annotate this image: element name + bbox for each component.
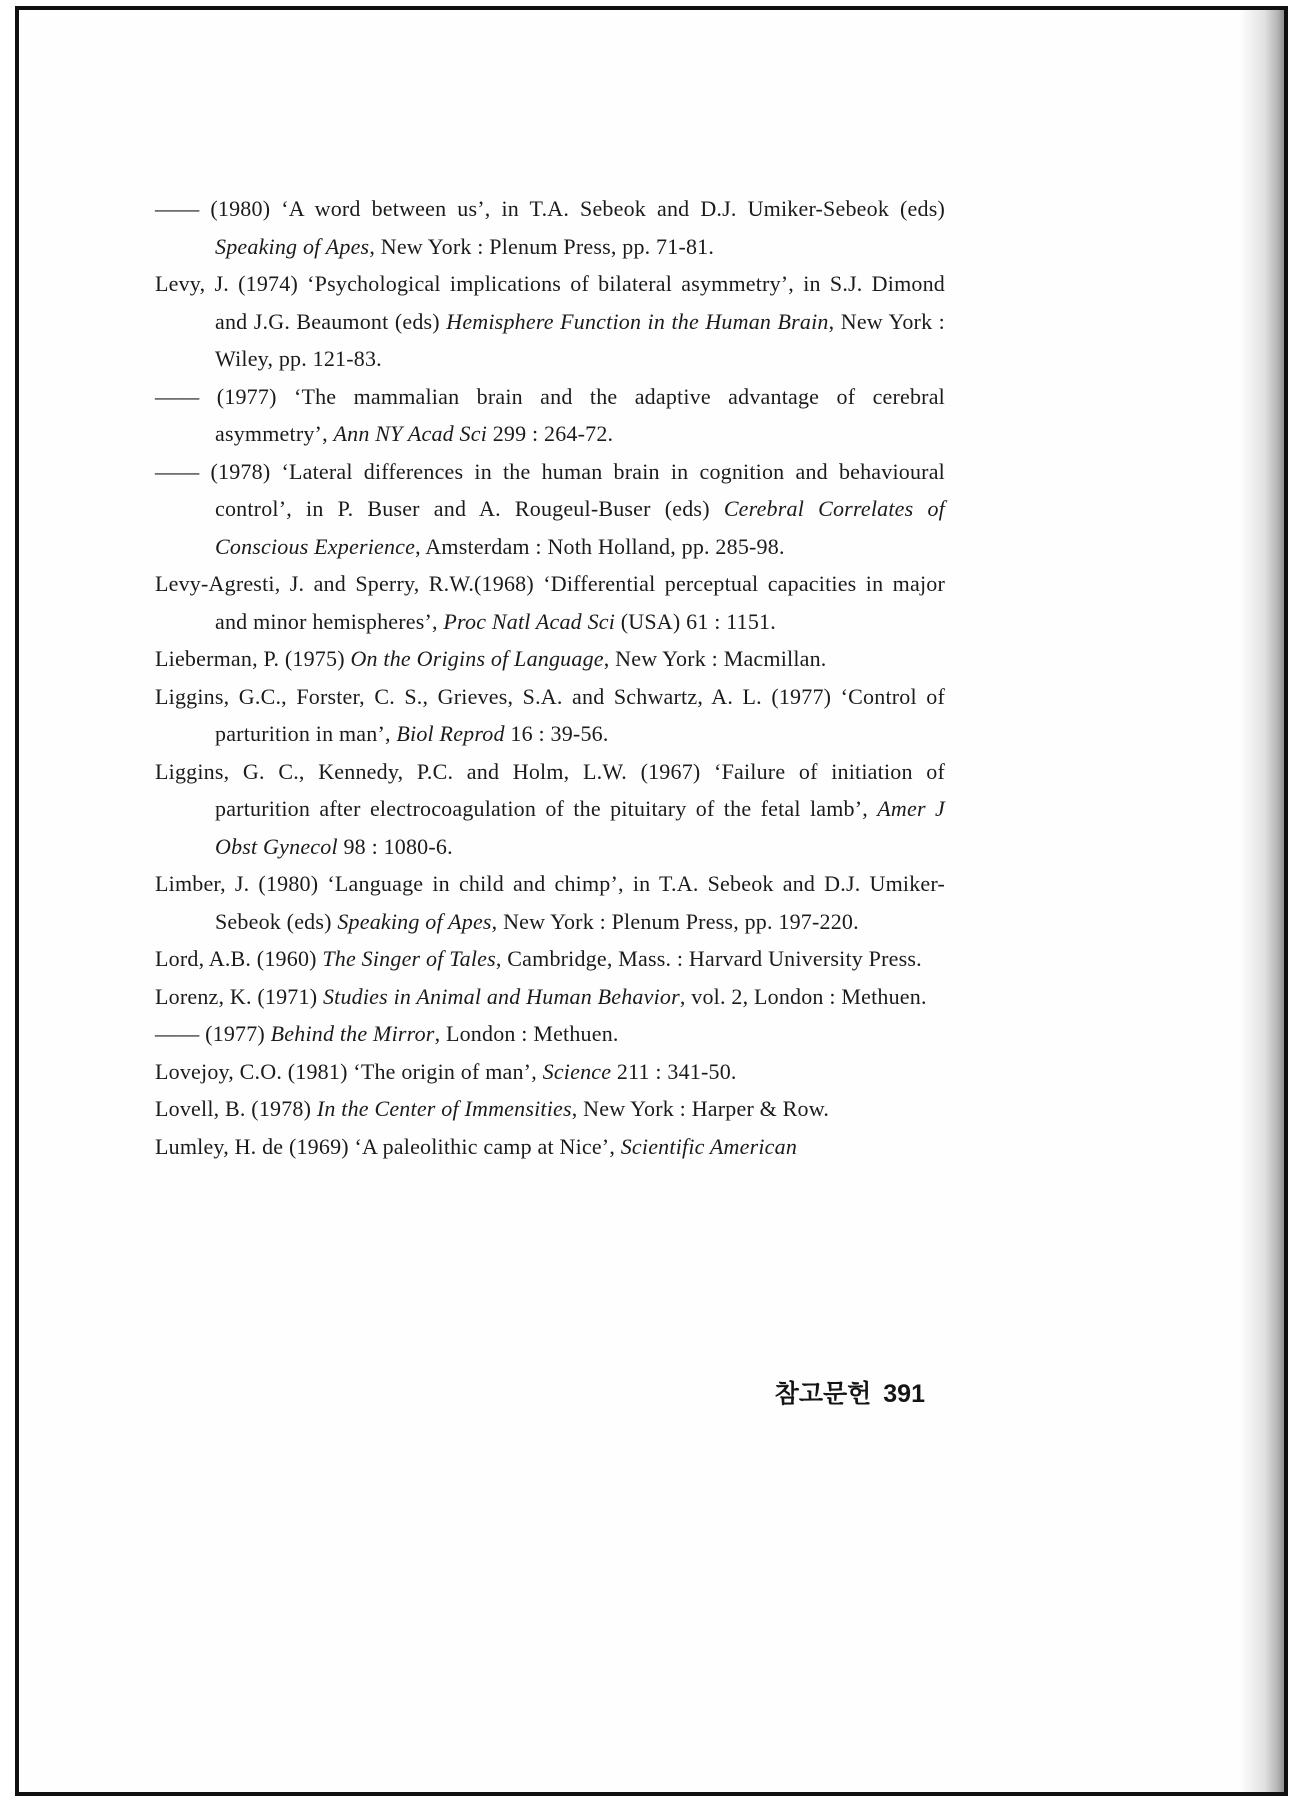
reference-text-segment: —— (1977) ‘The mammalian brain and the adaptive advantage of cerebral asymmetry’, (155, 383, 945, 446)
reference-text-segment: In the Center of Immensities (316, 1096, 572, 1121)
reference-text-segment: Lieberman, P. (1975) (155, 646, 351, 671)
reference-entry (155, 753, 945, 866)
reference-text-segment: , Amsterdam : Noth Holland, pp. 285-98. (415, 533, 785, 559)
reference-text-segment: Lumley, H. de (1969) ‘A paleolithic camp at Nice’, (155, 1133, 621, 1159)
reference-text-segment: Limber, J. (1980) ‘Language in child and chimp’, in T.A. Sebeok and D.J. Umiker-Sebeok (eds) (155, 871, 945, 934)
reference-text-segment: Behind the Mirror (270, 1021, 435, 1046)
reference-text-segment: Liggins, G. C., Kennedy, P.C. and Holm, L.W. (1967) ‘Failure of initiation of parturition after electrocoagulation of the pituitary of the fetal lamb’, (155, 758, 945, 821)
reference-entry (155, 190, 945, 265)
reference-text-segment: —— (1977) (155, 1021, 271, 1046)
reference-text-segment: Scientific American (620, 1133, 798, 1159)
reference-text-segment: Lord, A.B. (1960) (155, 946, 323, 971)
reference-text-segment: Biol Reprod (396, 721, 505, 746)
reference-text-segment: Lorenz, K. (1971) (155, 983, 323, 1009)
reference-text-segment: 98 : 1080-6. (337, 833, 453, 859)
reference-text-segment: Speaking of Apes (215, 233, 370, 259)
reference-text-segment: 16 : 39-56. (504, 721, 609, 746)
reference-text-segment: Amer J Obst Gynecol (215, 796, 945, 859)
reference-text-segment: Ann NY Acad Sci (333, 421, 488, 446)
reference-entry (155, 378, 945, 453)
reference-text-segment: —— (1980) ‘A word between us’, in T.A. Sebeok and D.J. Umiker-Sebeok (eds) (155, 196, 945, 221)
reference-text-segment: , New York : Macmillan. (603, 646, 827, 671)
reference-entry (155, 1053, 945, 1091)
reference-entry (155, 978, 945, 1016)
reference-text-segment: Lovell, B. (1978) (155, 1096, 317, 1121)
reference-text-segment: , New York : Plenum Press, pp. 197-220. (491, 908, 859, 934)
page-curl-shadow (1240, 10, 1284, 1792)
reference-text-segment: Science (542, 1058, 612, 1084)
reference-entry (155, 1128, 945, 1166)
reference-entry (155, 1090, 945, 1128)
reference-entry (155, 565, 945, 640)
reference-text-segment: Studies in Animal and Human Behavior (322, 983, 680, 1009)
reference-text-segment: , New York : Harper & Row. (571, 1096, 830, 1121)
reference-text-segment: Lovejoy, C.O. (1981) ‘The origin of man’, (155, 1058, 543, 1084)
reference-text-segment: 211 : 341-50. (611, 1058, 737, 1084)
reference-entry (155, 453, 945, 566)
reference-text-segment: The Singer of Tales (322, 946, 496, 971)
reference-text-segment: Levy-Agresti, J. and Sperry, R.W.(1968) ‘Differential perceptual capacities in major and minor hemispheres’, (155, 571, 945, 634)
page-footer (0, 1374, 925, 1410)
reference-text-segment: —— (1978) ‘Lateral differences in the human brain in cognition and behavioural control’, in P. Buser and A. Rougeul-Buser (eds) (155, 458, 945, 521)
reference-text-segment: Cerebral Correlates of Conscious Experience (215, 496, 945, 559)
reference-text-segment: Hemisphere Function in the Human Brain (446, 308, 829, 334)
reference-text-segment: On the Origins of Language (350, 646, 604, 671)
reference-text-segment: Proc Natl Acad Sci (443, 608, 616, 634)
reference-entry (155, 265, 945, 378)
reference-text-segment: Levy, J. (1974) ‘Psychological implications of bilateral asymmetry’, in S.J. Dimond and J.G. Beaumont (eds) (155, 271, 945, 334)
references-list (155, 190, 945, 1165)
reference-text-segment: (USA) 61 : 1151. (615, 608, 776, 634)
reference-text-segment: Liggins, G.C., Forster, C. S., Grieves, S.A. and Schwartz, A. L. (1977) ‘Control of parturition in man’, (155, 683, 945, 746)
reference-text-segment: 299 : 264-72. (487, 421, 614, 446)
reference-entry (155, 1015, 945, 1053)
reference-entry (155, 865, 945, 940)
reference-text-segment: , New York : Plenum Press, pp. 71-81. (369, 233, 715, 259)
reference-text-segment: Speaking of Apes (337, 908, 492, 934)
reference-entry (155, 678, 945, 753)
reference-text-segment: , Cambridge, Mass. : Harvard University Press. (495, 946, 922, 971)
reference-entry (155, 940, 945, 978)
reference-entry (155, 640, 945, 678)
reference-text-segment: , London : Methuen. (434, 1021, 619, 1046)
footer-page-number: 391 (883, 1380, 925, 1408)
reference-text-segment: , New York : Wiley, pp. 121-83. (215, 308, 945, 371)
footer-section-label: 참고문헌 (774, 1380, 872, 1408)
reference-text-segment: , vol. 2, London : Methuen. (679, 983, 927, 1009)
